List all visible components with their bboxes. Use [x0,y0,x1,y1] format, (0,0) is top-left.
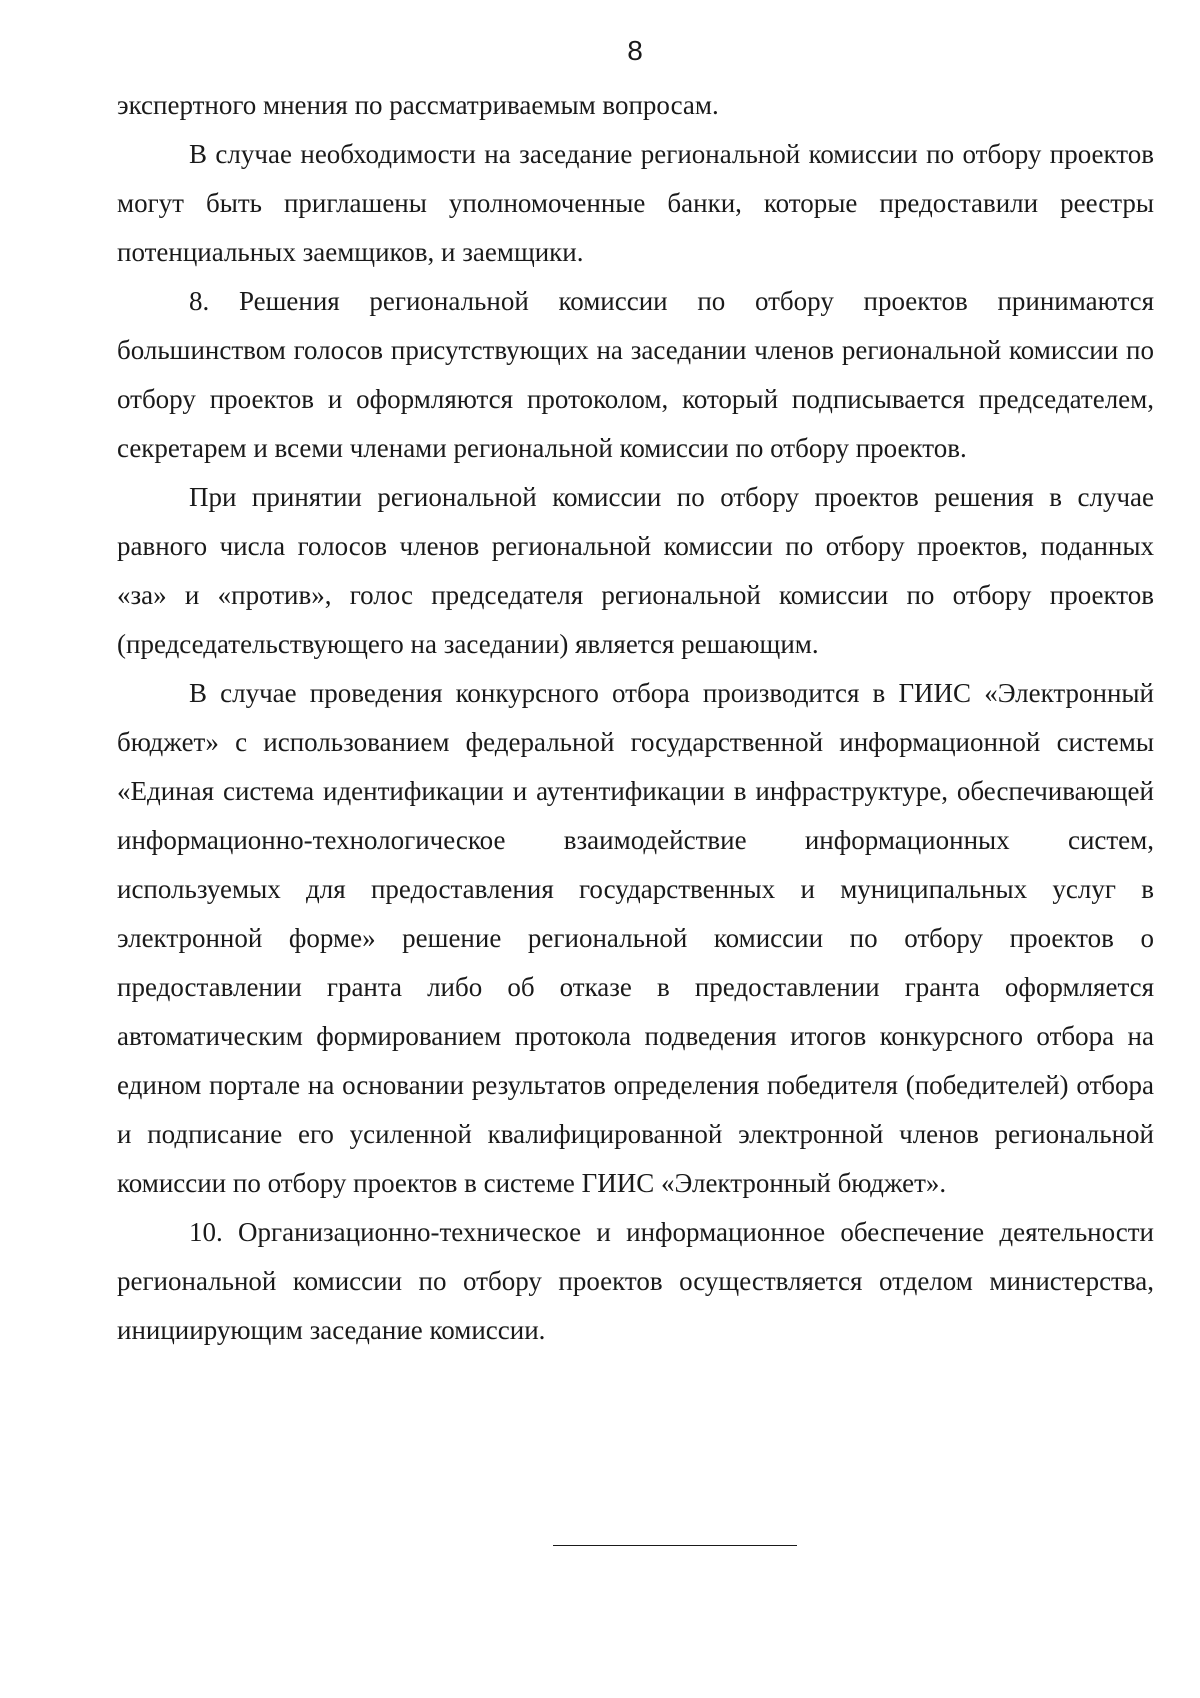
paragraph-invited-banks: В случае необходимости на заседание региональной комиссии по отбору проектов могут быть приглашены уполномоченные банки, которые предоставили реестры потенциальных заемщиков, и заемщики. [117,139,1154,267]
paragraph-continuation: экспертного мнения по рассматриваемым вопросам. [117,90,719,120]
page-number: 8 [627,35,643,66]
paragraph-tie-vote: При принятии региональной комиссии по отбору проектов решения в случае равного числа голосов членов региональной комиссии по отбору проектов, поданных «за» и «против», голос председателя региональной комиссии по отбору проектов (председательствующего на заседании) является решающим. [117,482,1154,659]
paragraph-item-10-support: 10. Организационно-техническое и информационное обеспечение деятельности региональной комиссии по отбору проектов осуществляется отделом министерства, инициирующим заседание комиссии. [117,1217,1154,1345]
paragraph-item-8-decisions: 8. Решения региональной комиссии по отбору проектов принимаются большинством голосов присутствующих на заседании членов региональной комиссии по отбору проектов и оформляются протоколом, который подписывается председателем, секретарем и всеми членами региональной комиссии по отбору проектов. [117,286,1154,463]
end-of-document-rule [553,1545,797,1546]
document-body [117,81,1154,1355]
paragraph-competitive-selection: В случае проведения конкурсного отбора производится в ГИИС «Электронный бюджет» с использованием федеральной государственной информационной системы «Единая система идентификации и аутентификации в инфраструктуре, обеспечивающей информационно-технологическое взаимодействие информационных систем, используемых для предоставления государственных и муниципальных услуг в электронной форме» решение региональной комиссии по отбору проектов о предоставлении гранта либо об отказе в предоставлении гранта оформляется автоматическим формированием протокола подведения итогов конкурсного отбора на едином портале на основании результатов определения победителя (победителей) отбора и подписание его усиленной квалифицированной электронной членов региональной комиссии по отбору проектов в системе ГИИС «Электронный бюджет». [117,678,1154,1198]
